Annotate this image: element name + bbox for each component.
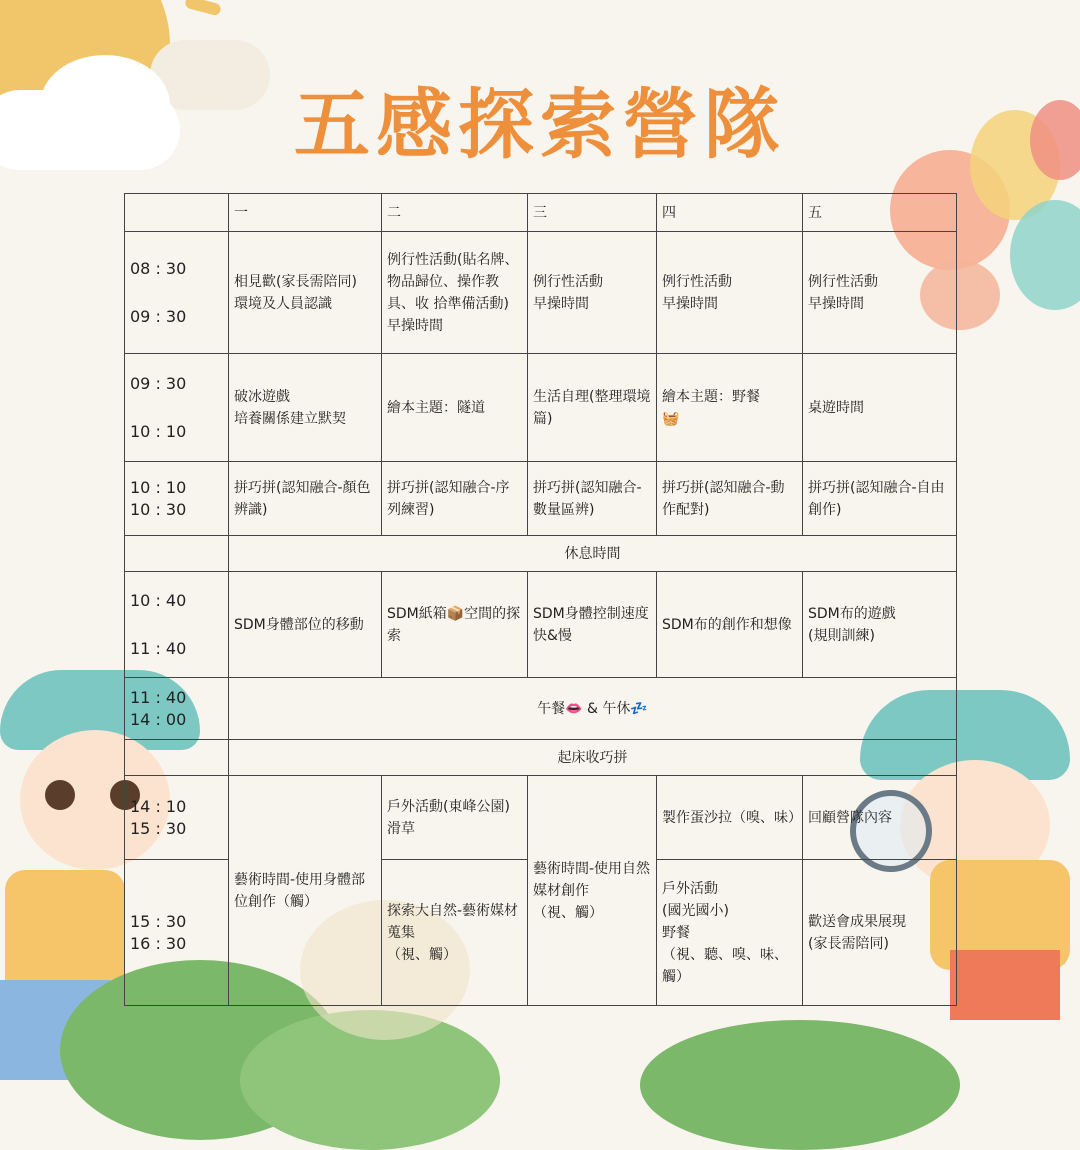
activity-cell: SDM布的創作和想像: [657, 572, 803, 678]
sun-ray-decoration: [184, 0, 222, 16]
time-end: 11 : 40: [130, 638, 187, 658]
schedule-table: [124, 193, 957, 1006]
time-cell: [125, 860, 229, 1006]
time-cell: [125, 354, 229, 462]
activity-cell: 拼巧拼(認知融合-自由創作): [803, 462, 957, 536]
time-end: 09 : 30: [130, 306, 187, 326]
time-end: 15 : 30: [130, 818, 187, 838]
activity-cell: 生活自理(整理環境篇): [528, 354, 657, 462]
activity-cell: 歡送會成果展現 (家長需陪同): [803, 860, 957, 1006]
activity-cell: 桌遊時間: [803, 354, 957, 462]
time-cell: [125, 776, 229, 860]
time-end: 10 : 10: [130, 421, 187, 441]
lunch-row: [125, 678, 957, 740]
lunch-cell: 午餐👄 & 午休💤: [229, 678, 957, 740]
activity-cell: 拼巧拼(認知融合-數量區辨): [528, 462, 657, 536]
time-start: 10 : 10: [130, 477, 187, 497]
header-cell: 一: [229, 194, 382, 232]
break-cell: 休息時間: [229, 536, 957, 572]
table-row: [125, 776, 957, 860]
activity-cell: 例行性活動 早操時間: [657, 232, 803, 354]
activity-cell: SDM布的遊戲 (規則訓練): [803, 572, 957, 678]
header-cell: 三: [528, 194, 657, 232]
empty-cell: [125, 536, 229, 572]
activity-cell: 例行性活動 早操時間: [803, 232, 957, 354]
wake-cell: 起床收巧拼: [229, 740, 957, 776]
activity-cell: 製作蛋沙拉（嗅、味）: [657, 776, 803, 860]
time-start: 09 : 30: [130, 373, 187, 393]
activity-cell: 戶外活動 (國光國小) 野餐 （視、聽、嗅、味、觸）: [657, 860, 803, 1006]
activity-cell: 拼巧拼(認知融合-顏色辨識): [229, 462, 382, 536]
activity-cell: 回顧營隊內容: [803, 776, 957, 860]
activity-cell: 相見歡(家長需陪同) 環境及人員認識: [229, 232, 382, 354]
header-cell: 五: [803, 194, 957, 232]
activity-cell: 藝術時間-使用身體部位創作（觸）: [229, 776, 382, 1006]
wake-row: [125, 740, 957, 776]
activity-cell: 繪本主題：野餐 🧺: [657, 354, 803, 462]
time-end: 14 : 00: [130, 709, 187, 729]
table-header-row: [125, 194, 957, 232]
activity-cell: SDM身體部位的移動: [229, 572, 382, 678]
time-start: 10 : 40: [130, 590, 187, 610]
table-row: [125, 462, 957, 536]
activity-cell: 例行性活動(貼名牌、物品歸位、操作教具、收 拾準備活動)早操時間: [382, 232, 528, 354]
time-start: 14 : 10: [130, 796, 187, 816]
time-cell: [125, 678, 229, 740]
activity-cell: 例行性活動 早操時間: [528, 232, 657, 354]
bush-decoration: [640, 1020, 960, 1150]
time-start: 11 : 40: [130, 687, 187, 707]
page-title: 五感探索營隊: [294, 80, 786, 169]
activity-cell: 戶外活動(東峰公園)滑草: [382, 776, 528, 860]
table-row: [125, 354, 957, 462]
activity-cell: 藝術時間-使用自然媒材創作 （視、觸）: [528, 776, 657, 1006]
empty-cell: [125, 740, 229, 776]
time-cell: [125, 232, 229, 354]
header-cell: 四: [657, 194, 803, 232]
table-row: [125, 232, 957, 354]
activity-cell: 拼巧拼(認知融合-動作配對): [657, 462, 803, 536]
time-end: 16 : 30: [130, 933, 187, 953]
activity-cell: SDM身體控制速度快&慢: [528, 572, 657, 678]
time-cell: [125, 572, 229, 678]
activity-cell: 繪本主題：隧道: [382, 354, 528, 462]
header-cell: [125, 194, 229, 232]
activity-cell: 拼巧拼(認知融合-序列練習): [382, 462, 528, 536]
time-start: 08 : 30: [130, 258, 187, 278]
time-start: 15 : 30: [130, 911, 187, 931]
table-row: [125, 572, 957, 678]
time-end: 10 : 30: [130, 499, 187, 519]
activity-cell: SDM紙箱📦空間的探索: [382, 572, 528, 678]
header-cell: 二: [382, 194, 528, 232]
time-cell: [125, 462, 229, 536]
activity-cell: 探索大自然-藝術媒材蒐集 （視、觸）: [382, 860, 528, 1006]
activity-cell: 破冰遊戲 培養關係建立默契: [229, 354, 382, 462]
break-row: [125, 536, 957, 572]
